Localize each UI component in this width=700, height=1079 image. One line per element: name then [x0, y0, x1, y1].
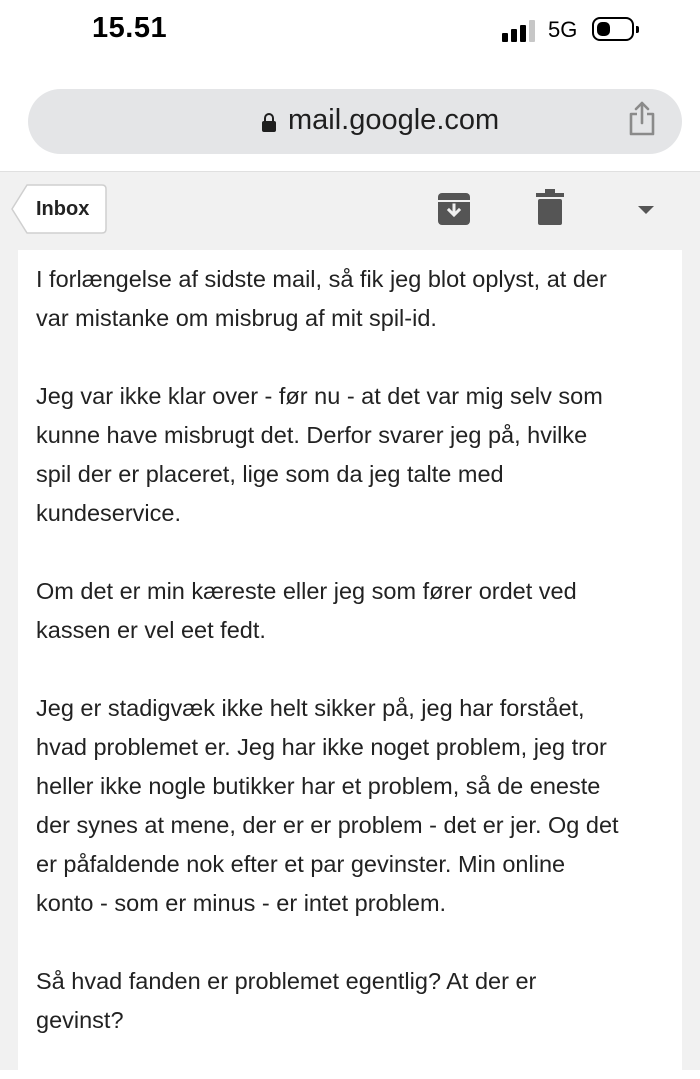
back-to-inbox-button[interactable]	[11, 184, 107, 234]
status-bar	[0, 0, 700, 62]
archive-icon[interactable]	[437, 192, 471, 226]
signal-strength-icon	[502, 20, 536, 42]
message-paragraph: Jeg var ikke klar over - før nu - at det var mig selv som kunne have misbrugt det. Derfor svarer jeg på, hvilke spil der er placeret, lige som da jeg talte med kundeservice.	[36, 383, 603, 526]
message-paragraph: I forlængelse af sidste mail, så fik jeg blot oplyst, at der var mistanke om misbrug af mit spil-id.	[36, 266, 607, 331]
status-time: 15.51	[92, 12, 168, 44]
share-icon[interactable]	[628, 100, 656, 136]
network-type: 5G	[548, 17, 578, 42]
url-text: mail.google.com	[288, 104, 500, 136]
mail-toolbar	[0, 171, 700, 251]
battery-icon	[592, 17, 634, 41]
back-button-label: Inbox	[36, 198, 90, 220]
lock-icon	[262, 113, 276, 131]
address-bar[interactable]	[28, 89, 682, 154]
message-body	[36, 260, 676, 1079]
trash-icon[interactable]	[536, 189, 564, 225]
chevron-down-icon[interactable]	[636, 204, 656, 216]
message-paragraph: Jeg er stadigvæk ikke helt sikker på, jeg har forstået, hvad problemet er. Jeg har ikke noget problem, jeg tror heller ikke nogle butikker har et problem, så de eneste der synes at mene, der er er problem - det er jer. Og det er påfaldende nok efter et par gevinster. Min online konto - som er minus - er intet problem.	[36, 695, 619, 916]
message-paragraph: Så hvad fanden er problemet egentlig? At der er gevinst?	[36, 968, 537, 1033]
message-paragraph: Om det er min kæreste eller jeg som fører ordet ved kassen er vel eet fedt.	[36, 578, 577, 643]
